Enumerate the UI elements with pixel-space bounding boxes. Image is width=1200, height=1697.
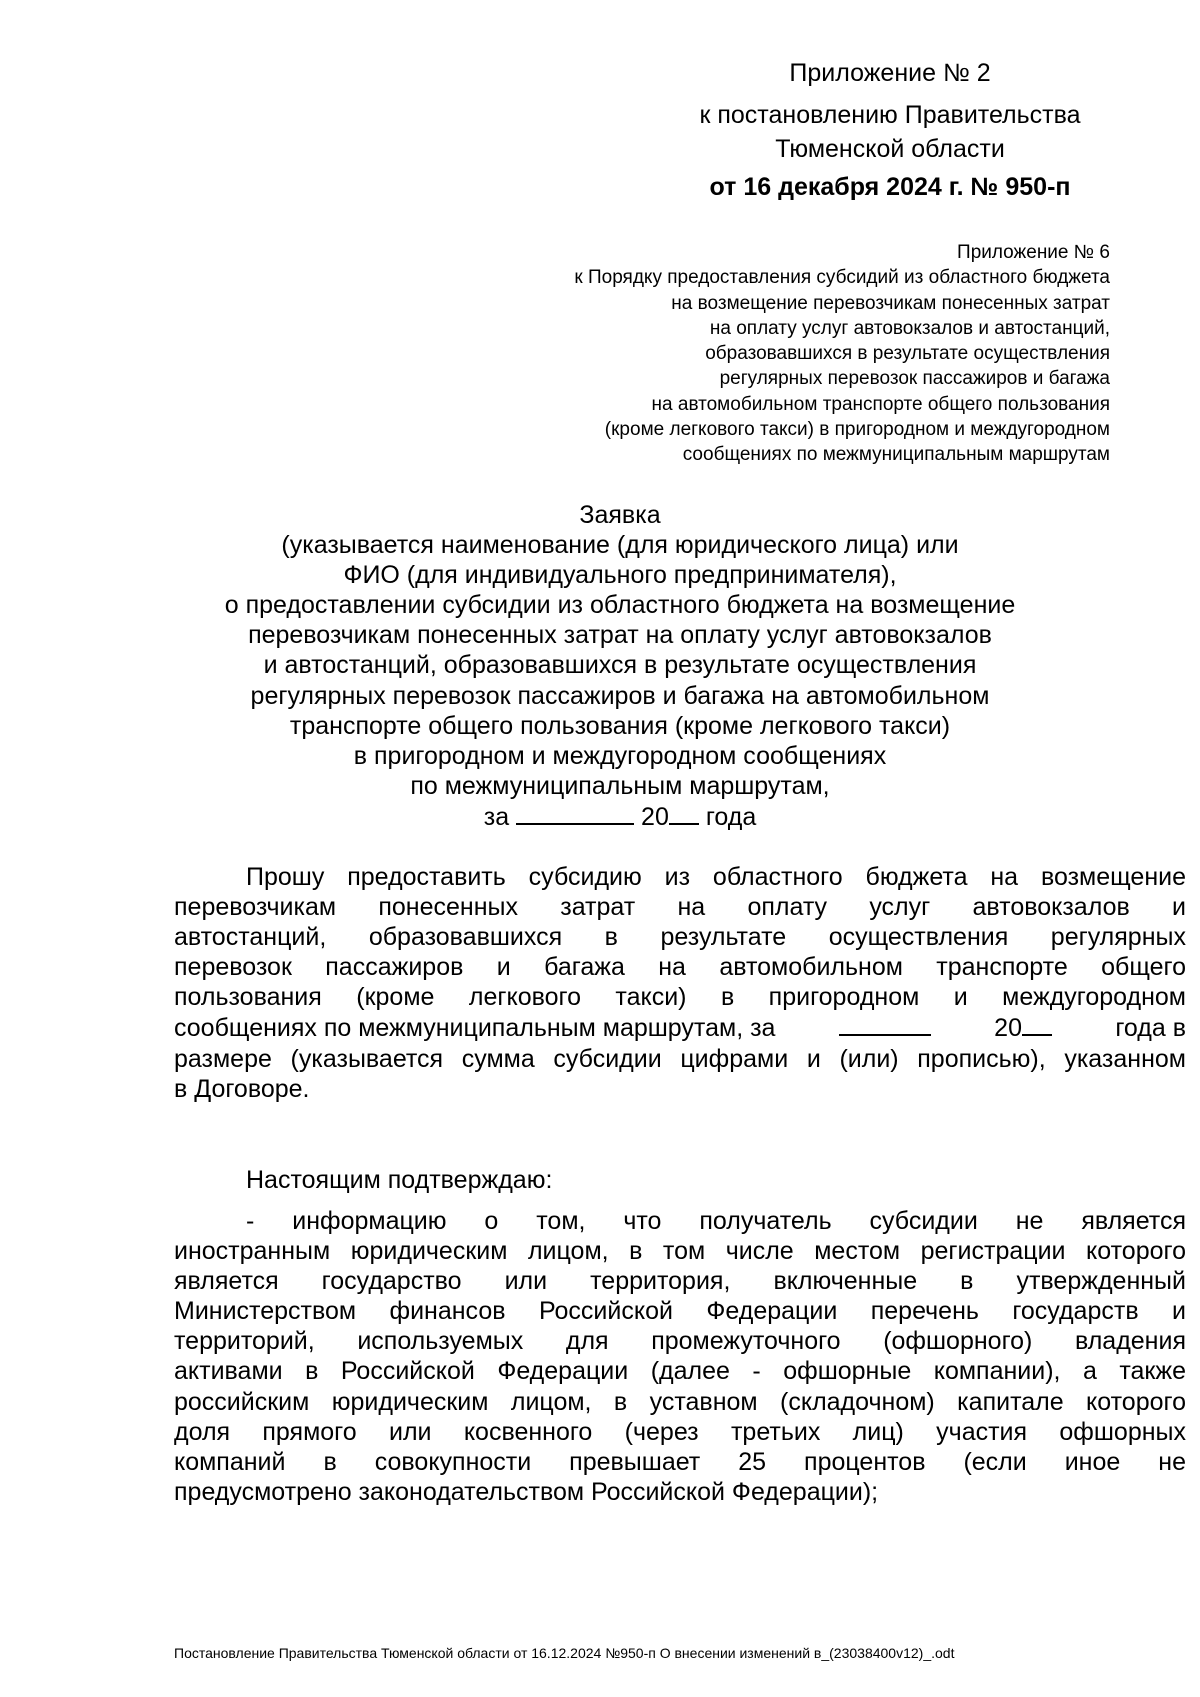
appendix6-block [410,240,1110,468]
title-line: (указывается наименование (для юридического лица) или [281,531,959,560]
title-line: регулярных перевозок пассажиров и багажа на автомобильном [250,681,990,710]
period-month-blank[interactable] [516,801,634,825]
appendix-reference-line: к постановлению Правительства [699,101,1081,129]
title-line: по межмуниципальным маршрутам, [410,771,830,800]
period-year-blank[interactable] [669,801,699,825]
paragraph-line: перевозчикам понесенных затрат на оплату услуг автовокзалов и [174,893,1186,922]
paragraph-line-period [174,1012,1186,1043]
appendix-reference-line: Тюменской области [775,135,1005,163]
period-month-blank[interactable] [839,1012,931,1036]
confirm-heading-text: Настоящим подтверждаю: [246,1166,553,1194]
appendix6-line: (кроме легкового такси) в пригородном и междугородном [604,419,1110,441]
appendix6-line: на возмещение перевозчикам понесенных затрат [671,292,1110,314]
period-suffix: года [705,802,757,831]
title-line: и автостанций, образовавшихся в результате осуществления [263,651,977,680]
paragraph-line: размере (указывается сумма субсидии цифрами и (или) прописью), указанном [174,1044,1186,1073]
period-prefix: за [483,802,510,831]
appendix6-line: к Порядку предоставления субсидий из областного бюджета [574,267,1110,289]
paragraph-line: перевозок пассажиров и багажа на автомобильном транспорте общего [174,953,1186,982]
appendix6-line: на оплату услуг автовокзалов и автостанций, [709,317,1110,339]
appendix-reference [660,98,1120,166]
appendix6-line: Приложение № 6 [957,242,1110,263]
paragraph-line: Прошу предоставить субсидию из областного бюджета на возмещение [246,863,1186,891]
paragraph-line: пользования (кроме легкового такси) в пригородном и междугородном [174,983,1186,1012]
title-line: о предоставлении субсидии из областного бюджета на возмещение [224,591,1016,620]
paragraph-line: доля прямого или косвенного (через третьих лиц) участия офшорных [174,1417,1186,1446]
paragraph-line: Министерством финансов Российской Федерации перечень государств и [174,1297,1186,1326]
title-line: в пригородном и междугородном сообщениях [353,741,887,770]
paragraph-line: компаний в совокупности превышает 25 процентов (если иное не [174,1447,1186,1476]
appendix6-line: сообщениях по межмуниципальным маршрутам [682,444,1110,466]
appendix6-line: регулярных перевозок пассажиров и багажа [719,368,1110,390]
title-line: перевозчикам понесенных затрат на оплату услуг автовокзалов [248,621,992,650]
period-year-group [994,1012,1052,1043]
paragraph-line: автостанций, образовавшихся в результате осуществления регулярных [174,923,1186,952]
title-line: ФИО (для индивидуального предпринимателя), [343,561,897,590]
paragraph-line: активами в Российской Федерации (далее - офшорные компании), а также [174,1357,1186,1386]
period-year: 20 [994,1014,1022,1043]
paragraph-line: в Договоре. [174,1074,310,1103]
period-year: 20 [641,802,669,831]
request-paragraph [174,862,1186,1104]
paragraph-line: - информацию о том, что получатель субсидии не является [246,1207,1186,1235]
period-prefix: сообщениях по межмуниципальным маршрутам, за [174,1014,776,1043]
appendix6-line: на автомобильном транспорте общего пользования [651,393,1110,415]
period-year-blank[interactable] [1022,1012,1052,1036]
document-footer: Постановление Правительства Тюменской области от 16.12.2024 №950-п О внесении изменений в_(23038400v12)_.odt [174,1645,955,1661]
paragraph-line: является государство или территория, включенные в утвержденный [174,1267,1186,1296]
appendix6-line: образовавшихся в результате осуществления [705,343,1110,365]
title-line: Заявка [579,501,661,529]
paragraph-line: российским юридическим лицом, в уставном (складочном) капитале которого [174,1387,1186,1416]
period-suffix: года в [1115,1014,1186,1043]
paragraph-line: предусмотрено законодательством Российской Федерации); [174,1477,879,1506]
confirm-paragraph [174,1206,1186,1507]
paragraph-line: территорий, используемых для промежуточного (офшорного) владения [174,1327,1186,1356]
paragraph-line: иностранным юридическим лицом, в том числе местом регистрации которого [174,1237,1186,1266]
appendix-title: Приложение № 2 [789,59,991,87]
appendix-date: от 16 декабря 2024 г. № 950-п [709,173,1071,201]
application-title [170,500,1070,832]
title-period-line [170,801,1070,832]
title-line: транспорте общего пользования (кроме легкового такси) [289,711,951,740]
confirm-heading [174,1165,1186,1195]
